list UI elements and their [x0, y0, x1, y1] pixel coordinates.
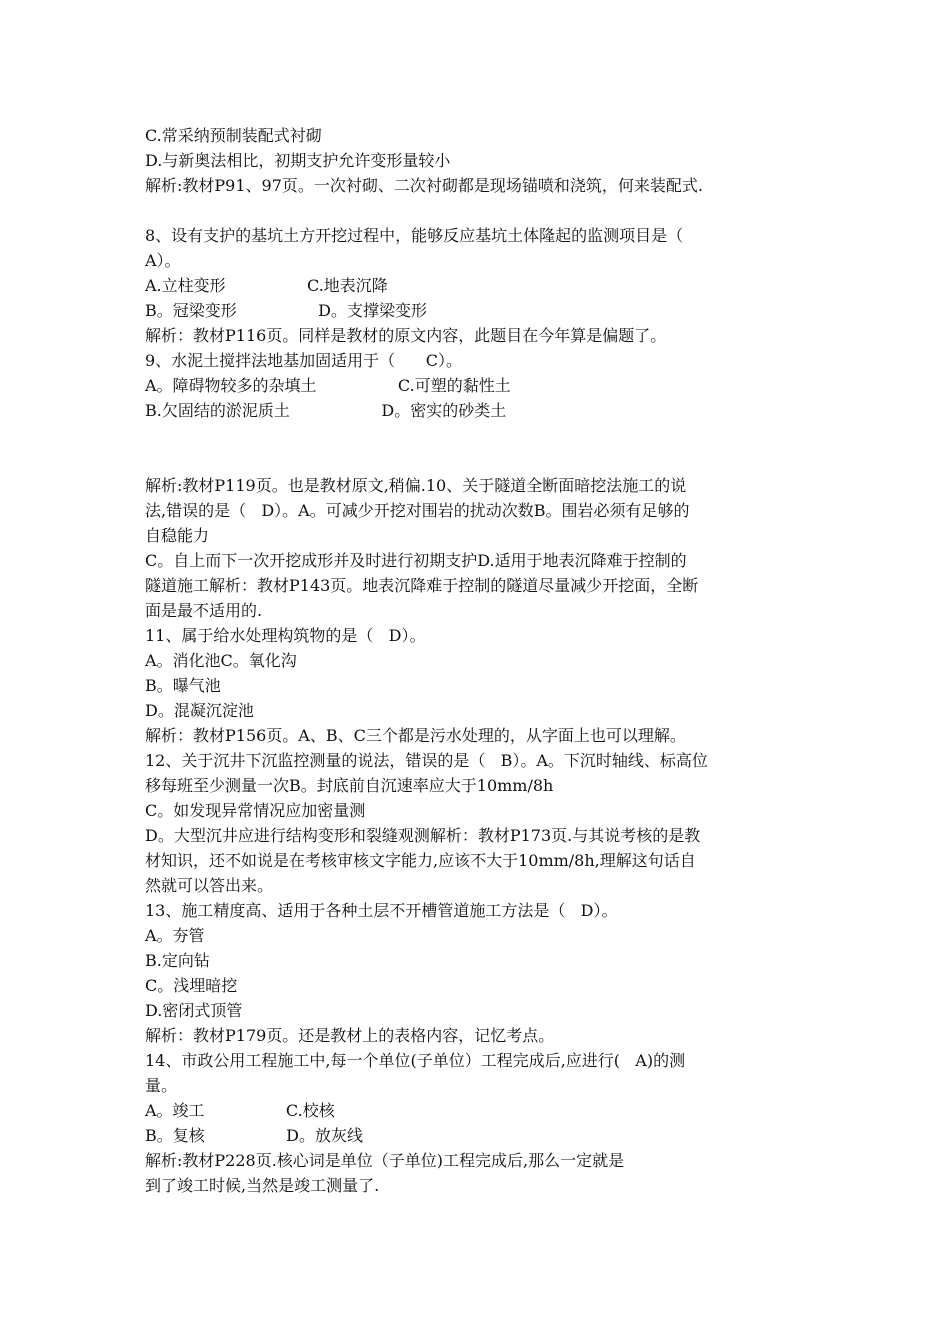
text-line: D。大型沉井应进行结构变形和裂缝观测解析：教材P173页.与其说考核的是教 [145, 826, 701, 845]
text-line: B.欠固结的淤泥质土 D。密实的砂类土 [145, 401, 507, 420]
text-line: 自稳能力 [145, 526, 210, 545]
text-line: 面是最不适用的. [145, 601, 263, 620]
text-line: A。障碍物较多的杂填土 C.可塑的黏性土 [145, 376, 511, 395]
text-line: 解析:教材P91、97页。一次衬砌、二次衬砌都是现场锚喷和浇筑，何来装配式. [145, 176, 703, 195]
text-line: 移每班至少测量一次B。封底前自沉速率应大于10mm/8h [145, 776, 554, 795]
text-line: 材知识，还不如说是在考核审核文字能力,应该不大于10mm/8h,理解这句话自 [145, 851, 696, 870]
text-line: 量。 [145, 1076, 178, 1095]
text-line: B。冠梁变形 D。支撑梁变形 [145, 301, 427, 320]
text-line: 然就可以答出来。 [145, 876, 274, 895]
text-line: D.与新奥法相比，初期支护允许变形量较小 [145, 151, 451, 170]
text-line: 11、属于给水处理构筑物的是（ D）。 [145, 626, 426, 645]
text-line: 解析:教材P228页.核心词是单位（子单位)工程完成后,那么一定就是 [145, 1151, 625, 1170]
text-line: 隧道施工解析：教材P143页。地表沉降难于控制的隧道尽量减少开挖面，全断 [145, 576, 699, 595]
text-line: 13、施工精度高、适用于各种土层不开槽管道施工方法是（ D）。 [145, 901, 618, 920]
text-line: 8、设有支护的基坑土方开挖过程中，能够反应基坑土体隆起的监测项目是（ [145, 226, 684, 245]
text-line: C。自上而下一次开挖成形并及时进行初期支护D.适用于地表沉降难于控制的 [145, 551, 687, 570]
text-line: 9、水泥土搅拌法地基加固适用于（ C）。 [145, 351, 462, 370]
text-line: C。浅埋暗挖 [145, 976, 238, 995]
text-line: C。如发现异常情况应加密量测 [145, 801, 366, 820]
text-line: C.常采纳预制装配式衬砌 [145, 126, 322, 145]
text-line: 法,错误的是（ D）。A。可减少开挖对围岩的扰动次数B。围岩必须有足够的 [145, 501, 690, 520]
text-line: 到了竣工时候,当然是竣工测量了. [145, 1176, 380, 1195]
text-line: 14、市政公用工程施工中,每一个单位(子单位）工程完成后,应进行( A)的测 [145, 1051, 686, 1070]
text-line: D.密闭式顶管 [145, 1001, 243, 1020]
text-line: A。夯管 [145, 926, 205, 945]
text-line: A。竣工 C.校核 [145, 1101, 335, 1120]
text-line: A）。 [145, 251, 181, 270]
text-line: B。曝气池 [145, 676, 221, 695]
text-line: A.立柱变形 C.地表沉降 [145, 276, 388, 295]
text-line: 解析：教材P179页。还是教材上的表格内容，记忆考点。 [145, 1026, 555, 1045]
text-line: B.定向钻 [145, 951, 210, 970]
text-line: 解析：教材P156页。A、B、C三个都是污水处理的，从字面上也可以理解。 [145, 726, 686, 745]
text-line: 解析：教材P116页。同样是教材的原文内容，此题目在今年算是偏题了。 [145, 326, 667, 345]
text-line: A。消化池C。氧化沟 [145, 651, 297, 670]
text-line: 12、关于沉井下沉监控测量的说法，错误的是（ B）。A。下沉时轴线、标高位 [145, 751, 708, 770]
text-line: B。复核 D。放灰线 [145, 1126, 363, 1145]
text-line: 解析:教材P119页。也是教材原文,稍偏.10、关于隧道全断面暗挖法施工的说 [145, 476, 687, 495]
text-line: D。混凝沉淀池 [145, 701, 254, 720]
